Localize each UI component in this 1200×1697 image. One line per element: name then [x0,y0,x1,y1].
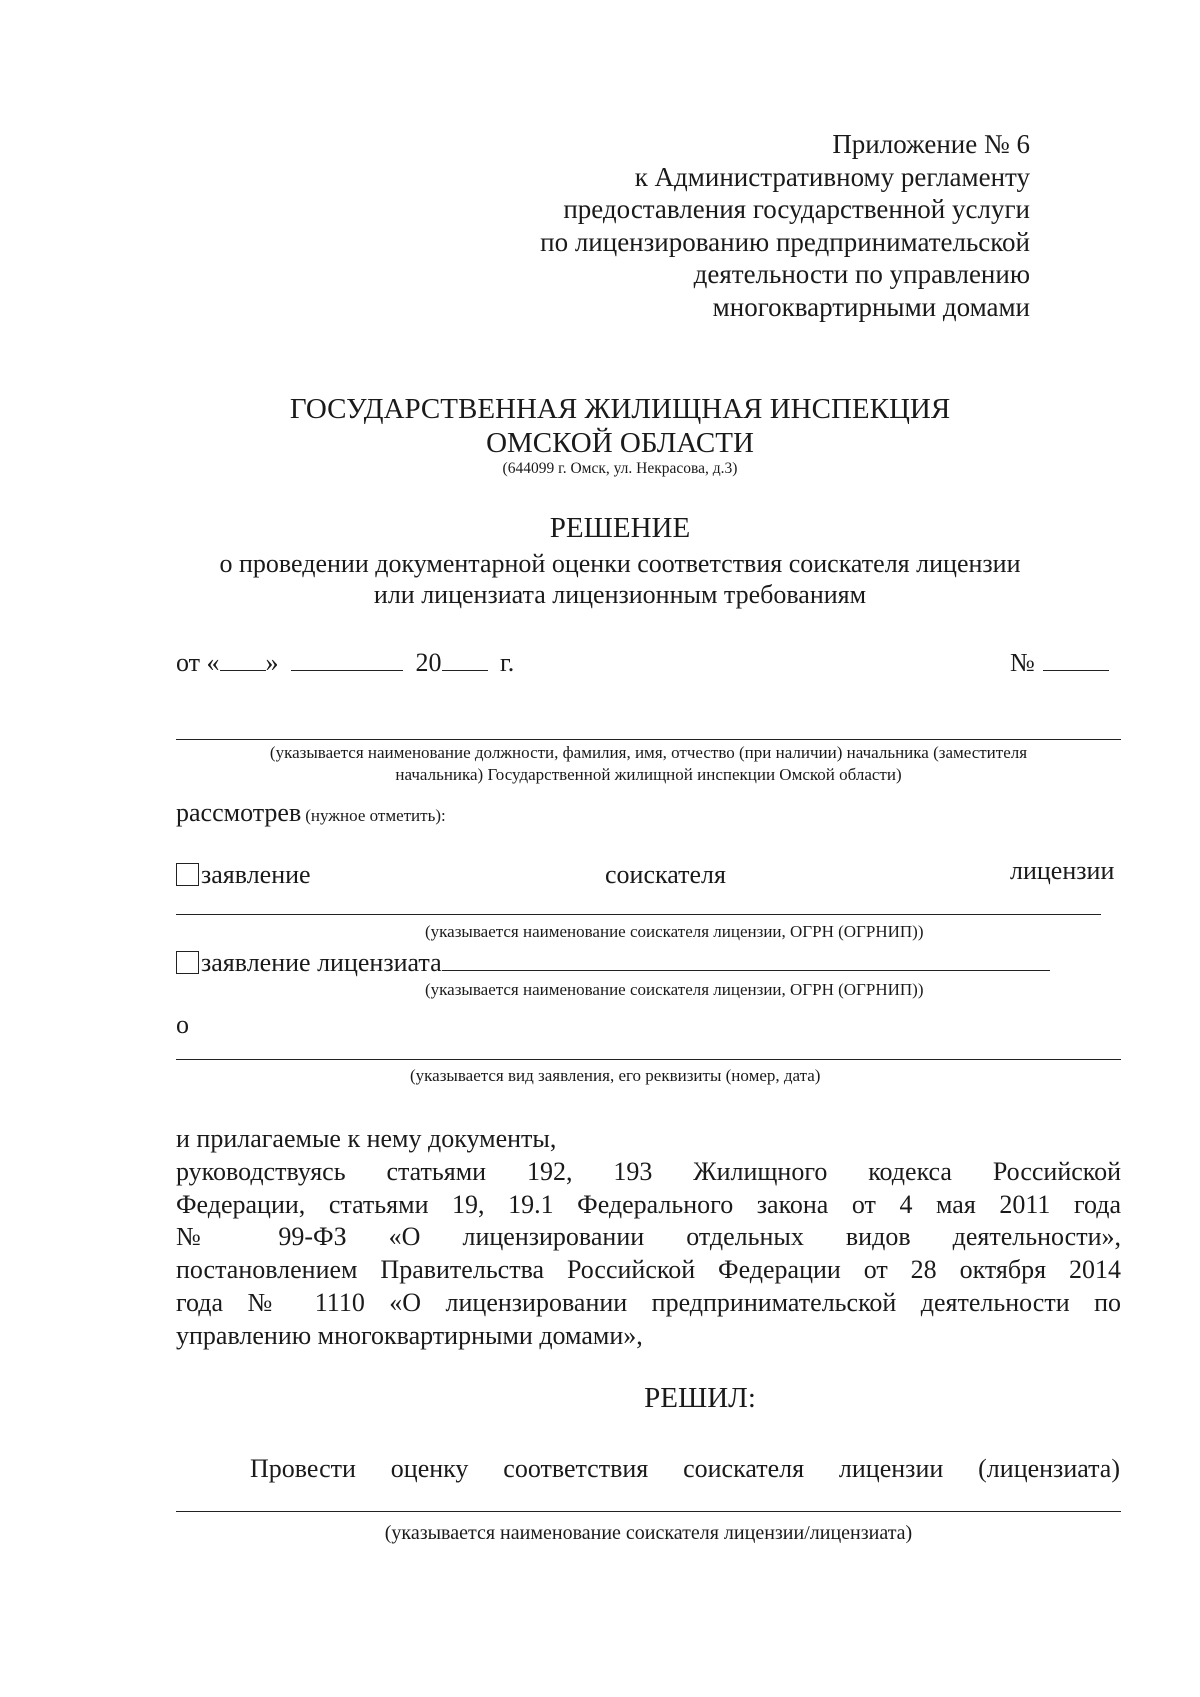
organization-header [0,392,1200,460]
organization-name-line1: ГОСУДАРСТВЕННАЯ ЖИЛИЩНАЯ ИНСПЕКЦИЯ [289,393,951,425]
body-text-line: и прилагаемые к нему документы, [176,1124,557,1153]
body-text-justified: Федерации, статьями 19, 19.1 Федерального закона от 4 мая 2011 года [176,1190,1121,1219]
appendix-line: предоставления государственной услуги [563,194,1030,224]
official-caption-line1: (указывается наименование должности, фамилия, имя, отчество (при наличии) начальника (заместителя [269,743,1028,762]
body-text-justified: постановлением Правительства Российской Федерации от 28 октября 2014 [176,1255,1121,1284]
body-text-line [176,1190,1121,1220]
body-text-justified: руководствуясь статьями 192, 193 Жилищного кодекса Российской [176,1157,1121,1186]
date-quote-close: » [265,648,279,677]
decision-subtitle [0,548,1200,610]
option1-word1: заявление [201,860,311,889]
decision-title: РЕШЕНИЕ [549,512,691,544]
body-text-line: управлению многоквартирными домами», [176,1321,643,1350]
application-type-line[interactable] [176,1059,1121,1060]
appendix-line: Приложение № 6 [832,129,1030,159]
licensee-caption: (указывается наименование соискателя лицензии, ОГРН (ОГРНИП)) [425,980,924,999]
decision-subtitle-line1: о проведении документарной оценки соответствия соискателя лицензии [219,549,1021,578]
body-text-line [176,1222,1121,1252]
licensee-application-checkbox[interactable] [176,951,199,974]
organization-address: (644099 г. Омск, ул. Некрасова, д.3) [502,460,738,477]
option1-word2: соискателя [605,860,726,889]
organization-name-line2: ОМСКОЙ ОБЛАСТИ [486,427,754,459]
appendix-line: деятельности по управлению [693,259,1030,289]
considered-hint: (нужное отметить): [305,806,446,825]
date-from-label: от « [176,648,220,677]
about-label: о [176,1010,189,1039]
option1-word3: лицензии [1010,856,1115,885]
number-sign: № [1010,648,1035,677]
applicant-licensee-name-line[interactable] [176,1511,1121,1512]
applicant-application-checkbox[interactable] [176,863,199,886]
appendix-line: по лицензированию предпринимательской [540,226,1030,257]
appendix-block [540,128,1030,323]
application-type-caption: (указывается вид заявления, его реквизиты (номер, дата) [410,1066,821,1085]
month-blank[interactable] [291,669,403,671]
resolved-text: Провести оценку соответствия соискателя лицензии (лицензиата) [250,1454,1120,1483]
date-row [176,648,514,678]
body-text-justified: № 99-ФЗ «О лицензировании отдельных видов деятельности», [176,1222,1121,1251]
applicant-name-line[interactable] [176,914,1101,915]
resolved-title: РЕШИЛ: [644,1382,756,1414]
official-caption [176,742,1121,786]
considered-label: рассмотрев [176,798,302,827]
resolved-text-row [250,1454,1120,1484]
option2-label: заявление лицензиата [201,948,442,977]
appendix-line: многоквартирными домами [712,291,1030,322]
year-suffix: г. [500,648,515,677]
applicant-caption: (указывается наименование соискателя лицензии, ОГРН (ОГРНИП)) [425,922,924,941]
option-applicant-row [176,860,311,890]
official-caption-line2: начальника) Государственной жилищной инспекции Омской области) [395,765,902,784]
year-prefix: 20 [415,648,442,677]
resolved-caption: (указывается наименование соискателя лицензии/лицензиата) [384,1522,913,1544]
number-blank[interactable] [1043,669,1109,671]
considered-row [176,798,446,828]
official-name-line[interactable] [176,739,1121,740]
body-text-justified: года № 1110 «О лицензировании предпринимательской деятельности по [176,1288,1121,1317]
appendix-line: к Административному регламенту [634,161,1030,192]
day-blank[interactable] [220,669,266,671]
decision-subtitle-line2: или лицензиата лицензионным требованиям [373,580,867,609]
option-licensee-row [176,948,1050,978]
body-text-line [176,1288,1121,1318]
body-text-line [176,1255,1121,1285]
body-text-line [176,1157,1121,1187]
year-blank[interactable] [442,669,488,671]
number-row [1010,648,1109,678]
licensee-name-blank[interactable] [442,969,1050,971]
